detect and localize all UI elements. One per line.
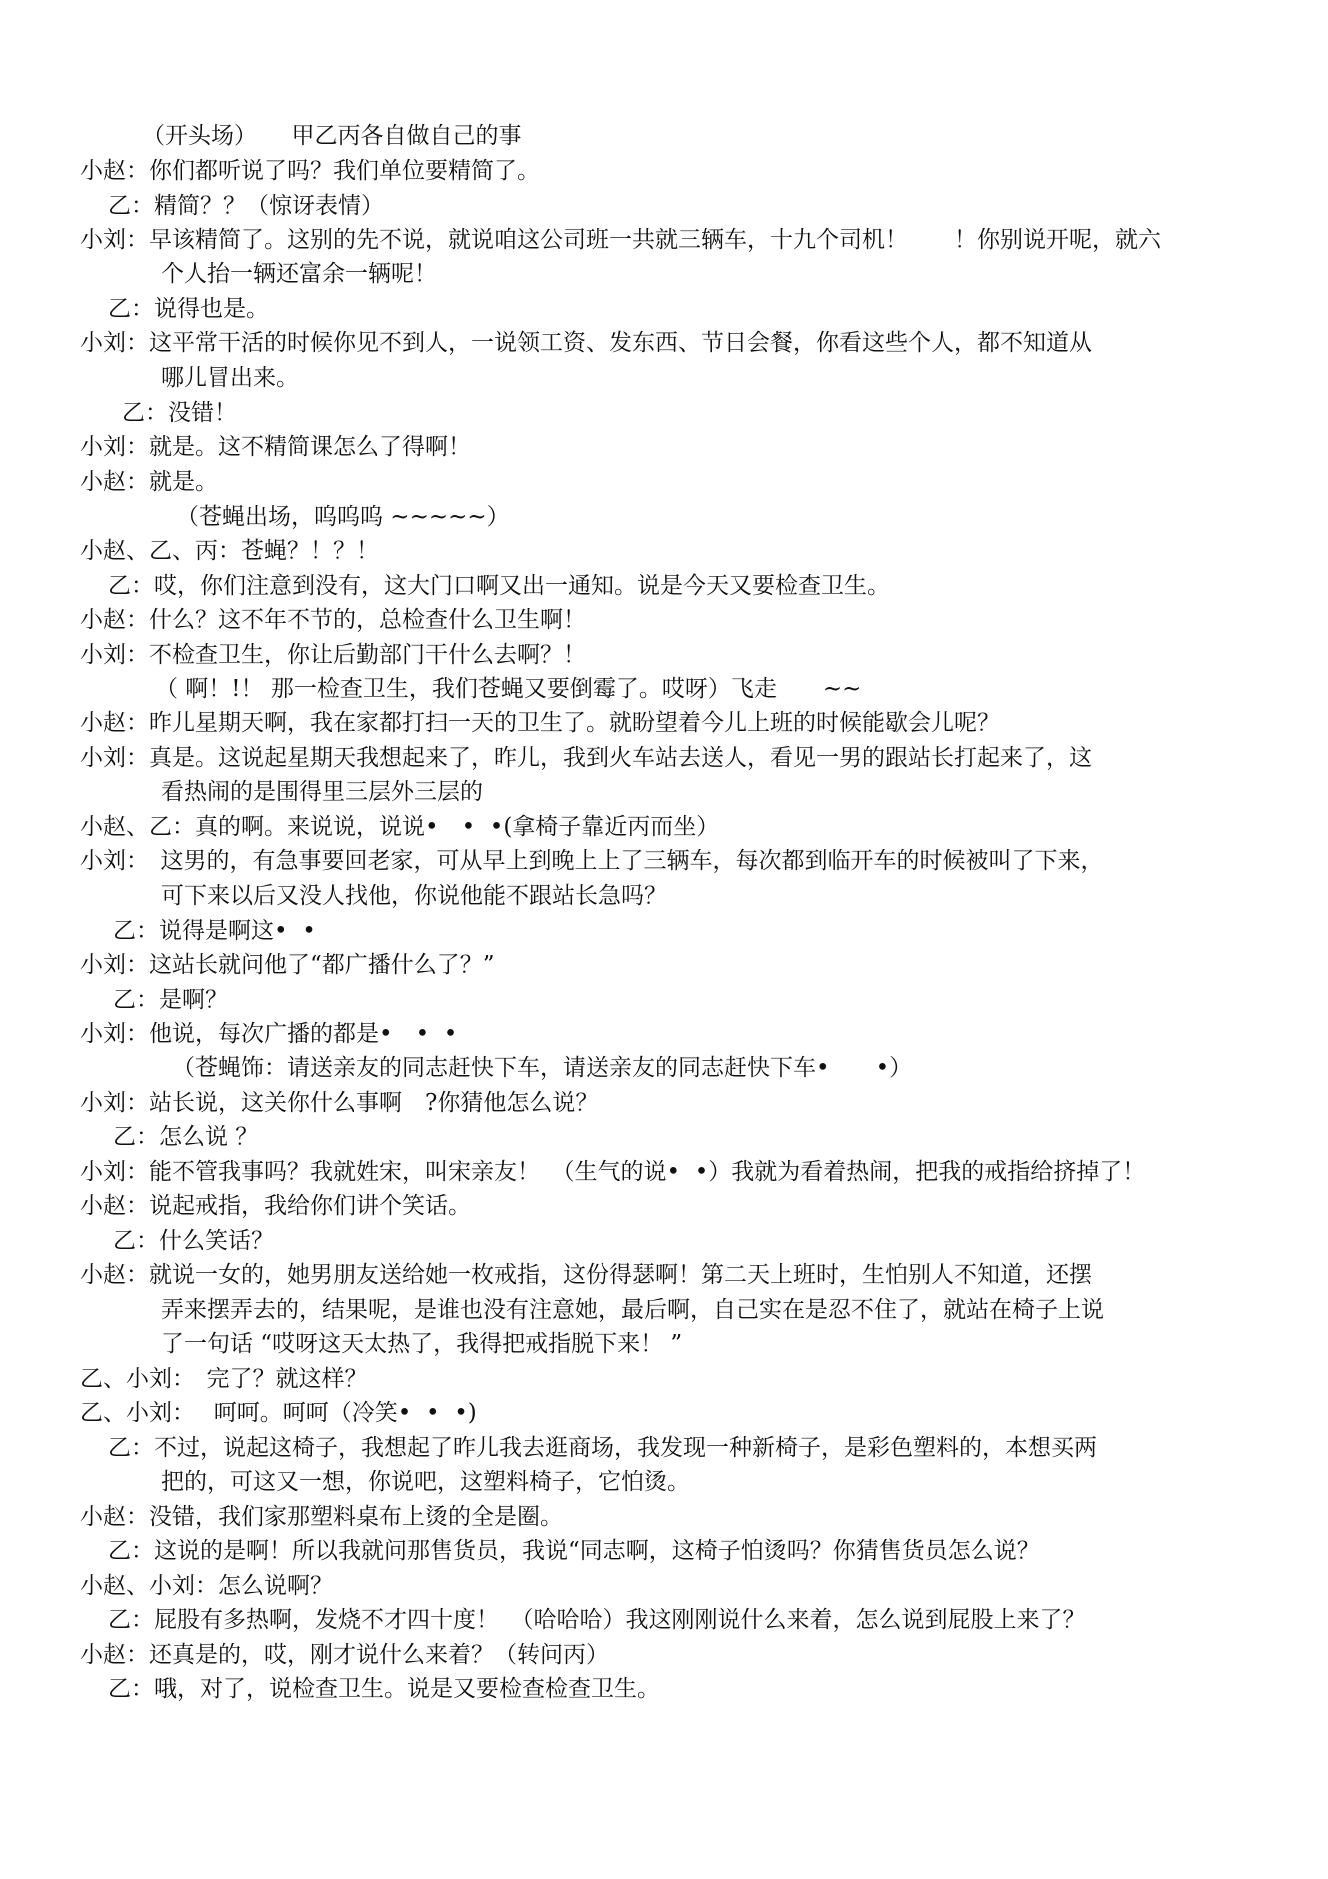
dialogue-line: 乙：哦，对了，说检查卫生。说是又要检查检查卫生。 — [108, 1676, 660, 1702]
dialogue-line: 小刘：真是。这说起星期天我想起来了，昨儿，我到火车站去送人，看见一男的跟站长打起来了，这 — [80, 745, 1092, 771]
dialogue-line: 乙：不过，说起这椅子，我想起了昨儿我去逛商场，我发现一种新椅子，是彩色塑料的，本想买两 — [108, 1435, 1097, 1461]
dialogue-line: 乙：怎么说 ？ — [113, 1124, 259, 1150]
dialogue-line: 小赵：还真是的，哎，刚才说什么来着？（转问丙） — [80, 1642, 609, 1668]
stage-direction: （苍蝇出场，呜呜呜 ~~~~~） — [176, 504, 510, 530]
dialogue-continuation: 哪儿冒出来。 — [161, 365, 299, 391]
dialogue-continuation: 个人抬一辆还富余一辆呢！ — [161, 261, 437, 287]
dialogue-line: 小赵：说起戒指，我给你们讲个笑话。 — [80, 1193, 471, 1219]
dialogue-line: 小赵、乙：真的啊。来说说，说说• • •(拿椅子靠近丙而坐） — [80, 814, 720, 840]
stage-direction: （ 啊！!！ 那一检查卫生，我们苍蝇又要倒霉了。哎呀）飞走 ~~ — [155, 676, 862, 702]
dialogue-line: 乙：说得也是。 — [108, 296, 269, 322]
dialogue-line: 小刘：早该精简了。这别的先不说，就说咱这公司班一共就三辆车，十九个司机！ ！你别说开呢，就六 — [80, 227, 1161, 253]
dialogue-line: 小刘： 这男的，有急事要回老家，可从早上到晚上上了三辆车，每次都到临开车的时候被叫了下来， — [80, 848, 1104, 874]
dialogue-continuation: 看热闹的是围得里三层外三层的 — [161, 779, 483, 805]
dialogue-line: 小刘：这平常干活的时候你见不到人，一说领工资、发东西、节日会餐，你看这些个人，都不知道从 — [80, 330, 1092, 356]
dialogue-line: 小刘：站长说，这关你什么事啊 ?你猜他怎么说？ — [80, 1090, 599, 1116]
dialogue-line: 乙：这说的是啊！所以我就问那售货员，我说“同志啊，这椅子怕烫吗？你猜售货员怎么说？ — [108, 1538, 1040, 1564]
dialogue-line: 小刘：他说，每次广播的都是• • • — [80, 1021, 458, 1047]
dialogue-line: 乙：什么笑话？ — [113, 1228, 274, 1254]
dialogue-continuation: 把的，可这又一想，你说吧，这塑料椅子，它怕烫。 — [161, 1469, 690, 1495]
dialogue-line: 乙：哎，你们注意到没有，这大门口啊又出一通知。说是今天又要检查卫生。 — [108, 573, 890, 599]
dialogue-line: 乙：没错！ — [122, 400, 237, 426]
dialogue-line: 乙：屁股有多热啊，发烧不才四十度！ （哈哈哈）我这刚刚说什么来着，怎么说到屁股上来了？ — [108, 1607, 1086, 1633]
dialogue-continuation: 了一句话 “哎呀这天太热了，我得把戒指脱下来！ ” — [161, 1331, 683, 1357]
dialogue-line: 小赵：你们都听说了吗？我们单位要精简了。 — [80, 158, 540, 184]
dialogue-line: 小赵、小刘：怎么说啊？ — [80, 1573, 333, 1599]
dialogue-line: 小刘：能不管我事吗？我就姓宋，叫宋亲友！ （生气的说• •）我就为看着热闹，把我的戒指给挤掉了！ — [80, 1159, 1146, 1185]
dialogue-continuation: 弄来摆弄去的，结果呢，是谁也没有注意她，最后啊，自己实在是忍不住了，就站在椅子上说 — [161, 1297, 1104, 1323]
dialogue-line: 乙：是啊？ — [113, 987, 228, 1013]
dialogue-line: 小赵：没错，我们家那塑料桌布上烫的全是圈。 — [80, 1504, 563, 1530]
dialogue-continuation: 可下来以后又没人找他，你说他能不跟站长急吗？ — [161, 883, 667, 909]
dialogue-line: 小赵：什么？这不年不节的，总检查什么卫生啊！ — [80, 607, 586, 633]
dialogue-line: 小刘：不检查卫生，你让后勤部门干什么去啊？！ — [80, 642, 586, 668]
dialogue-line: 小刘：就是。这不精简课怎么了得啊！ — [80, 434, 471, 460]
dialogue-line: 小赵：就是。 — [80, 469, 218, 495]
dialogue-line: 乙：说得是啊这• • — [113, 918, 316, 944]
dialogue-line: 小赵：就说一女的，她男朋友送给她一枚戒指，这份得瑟啊！第二天上班时，生怕别人不知道，还摆 — [80, 1262, 1092, 1288]
dialogue-line: 小赵：昨儿星期天啊，我在家都打扫一天的卫生了。就盼望着今儿上班的时候能歇会儿呢？ — [80, 710, 1000, 736]
stage-direction: （苍蝇饰：请送亲友的同志赶快下车，请送亲友的同志赶快下车• •） — [172, 1055, 913, 1081]
dialogue-line: 小赵、乙、丙：苍蝇？！？！ — [80, 538, 379, 564]
stage-direction: （开头场） 甲乙丙各自做自己的事 — [142, 123, 522, 149]
dialogue-line: 乙：精简？？（惊讶表情） — [108, 193, 384, 219]
dialogue-line: 小刘：这站长就问他了“都广播什么了？” — [80, 952, 495, 978]
dialogue-line: 乙、小刘： 完了？就这样？ — [80, 1366, 368, 1392]
dialogue-line: 乙、小刘： 呵呵。呵呵（冷笑• • •) — [80, 1400, 477, 1426]
